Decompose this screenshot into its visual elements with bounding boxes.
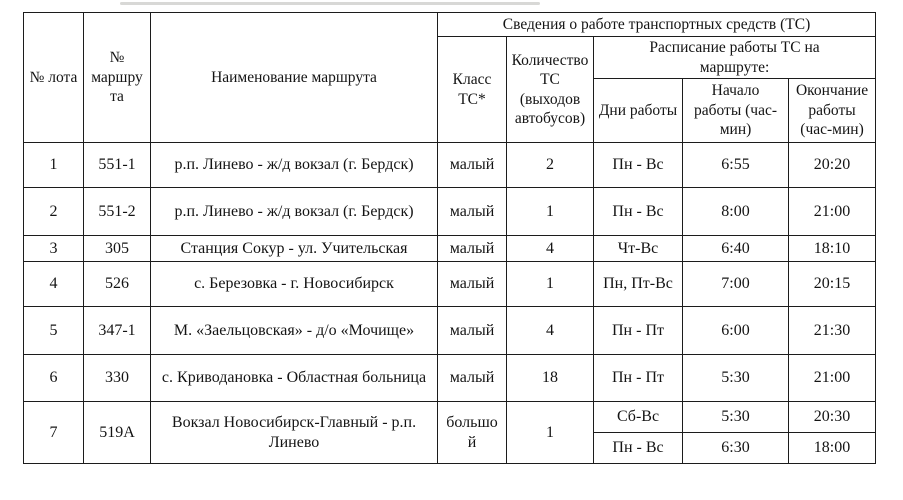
route-number-cell: 551-1 bbox=[84, 143, 151, 188]
col-header-vehicle-info: Сведения о работе транспортных средств (ТС) bbox=[438, 13, 876, 37]
end-time-cell: 21:00 bbox=[789, 355, 876, 402]
route-name-cell: р.п. Линево - ж/д вокзал (г. Бердск) bbox=[151, 188, 438, 236]
vehicle-count-cell: 1 bbox=[507, 188, 594, 236]
work-days-cell: Пн - Пт bbox=[594, 307, 683, 355]
end-time-cell: 18:10 bbox=[789, 236, 876, 262]
lot-cell: 1 bbox=[24, 143, 84, 188]
vehicle-class-cell: большой bbox=[438, 402, 507, 464]
vehicle-class-cell: малый bbox=[438, 143, 507, 188]
col-header-end-time: Окончание работы (час-мин) bbox=[789, 79, 876, 143]
end-time-cell: 20:30 bbox=[789, 402, 876, 433]
vehicle-class-cell: малый bbox=[438, 355, 507, 402]
vehicle-count-cell: 4 bbox=[507, 307, 594, 355]
start-time-cell: 5:30 bbox=[683, 402, 789, 433]
col-header-work-days: Дни работы bbox=[594, 79, 683, 143]
lot-cell: 2 bbox=[24, 188, 84, 236]
vehicle-class-cell: малый bbox=[438, 262, 507, 307]
start-time-cell: 7:00 bbox=[683, 262, 789, 307]
route-name-cell: с. Березовка - г. Новосибирск bbox=[151, 262, 438, 307]
vehicle-class-cell: малый bbox=[438, 307, 507, 355]
start-time-cell: 8:00 bbox=[683, 188, 789, 236]
route-number-cell: 305 bbox=[84, 236, 151, 262]
col-header-lot: № лота bbox=[24, 13, 84, 143]
vehicle-count-cell: 18 bbox=[507, 355, 594, 402]
table-row bbox=[24, 402, 876, 433]
route-name-cell: Вокзал Новосибирск-Главный - р.п. Линево bbox=[151, 402, 438, 464]
start-time-cell: 5:30 bbox=[683, 355, 789, 402]
vehicle-count-cell: 1 bbox=[507, 262, 594, 307]
work-days-cell: Пн - Пт bbox=[594, 355, 683, 402]
vehicle-class-cell: малый bbox=[438, 188, 507, 236]
route-number-cell: 347-1 bbox=[84, 307, 151, 355]
start-time-cell: 6:40 bbox=[683, 236, 789, 262]
route-number-cell: 551-2 bbox=[84, 188, 151, 236]
lot-cell: 6 bbox=[24, 355, 84, 402]
col-header-schedule bbox=[594, 37, 876, 79]
header-row-top bbox=[24, 13, 876, 37]
col-header-route-name: Наименование маршрута bbox=[151, 13, 438, 143]
vehicle-class-cell: малый bbox=[438, 236, 507, 262]
lot-cell: 4 bbox=[24, 262, 84, 307]
work-days-cell: Сб-Вс bbox=[594, 402, 683, 433]
work-days-cell: Пн, Пт-Вс bbox=[594, 262, 683, 307]
vehicle-count-cell: 2 bbox=[507, 143, 594, 188]
route-name-cell: р.п. Линево - ж/д вокзал (г. Бердск) bbox=[151, 143, 438, 188]
route-number-cell: 330 bbox=[84, 355, 151, 402]
table-row bbox=[24, 262, 876, 307]
route-name-cell: М. «Заельцовская» - д/о «Мочище» bbox=[151, 307, 438, 355]
start-time-cell: 6:00 bbox=[683, 307, 789, 355]
end-time-cell: 20:20 bbox=[789, 143, 876, 188]
work-days-cell: Пн - Вс bbox=[594, 433, 683, 464]
route-name-cell: Станция Сокур - ул. Учительская bbox=[151, 236, 438, 262]
col-header-vehicle-count: Количество ТС (выходов автобусов) bbox=[507, 37, 594, 143]
work-days-cell: Чт-Вс bbox=[594, 236, 683, 262]
start-time-cell: 6:55 bbox=[683, 143, 789, 188]
end-time-cell: 20:15 bbox=[789, 262, 876, 307]
end-time-cell: 21:00 bbox=[789, 188, 876, 236]
end-time-cell: 21:30 bbox=[789, 307, 876, 355]
lot-cell: 5 bbox=[24, 307, 84, 355]
work-days-cell: Пн - Вс bbox=[594, 188, 683, 236]
table-row bbox=[24, 236, 876, 262]
route-name-cell: с. Криводановка - Областная больница bbox=[151, 355, 438, 402]
route-number-cell: 526 bbox=[84, 262, 151, 307]
vehicle-count-cell: 1 bbox=[507, 402, 594, 464]
transport-routes-table bbox=[23, 12, 876, 464]
vehicle-count-cell: 4 bbox=[507, 236, 594, 262]
end-time-cell: 18:00 bbox=[789, 433, 876, 464]
start-time-cell: 6:30 bbox=[683, 433, 789, 464]
lot-cell: 3 bbox=[24, 236, 84, 262]
table-row bbox=[24, 355, 876, 402]
schedule-header-label: Расписание работы ТС на маршруте: bbox=[649, 39, 820, 76]
work-days-cell: Пн - Вс bbox=[594, 143, 683, 188]
route-number-cell: 519А bbox=[84, 402, 151, 464]
table-row bbox=[24, 188, 876, 236]
col-header-route-number: № маршрута bbox=[84, 13, 151, 143]
table-row bbox=[24, 307, 876, 355]
table-row bbox=[24, 143, 876, 188]
lot-cell: 7 bbox=[24, 402, 84, 464]
col-header-start-time: Начало работы (час-мин) bbox=[683, 79, 789, 143]
scan-artifact bbox=[120, 2, 540, 5]
col-header-vehicle-class: Класс ТС* bbox=[438, 37, 507, 143]
